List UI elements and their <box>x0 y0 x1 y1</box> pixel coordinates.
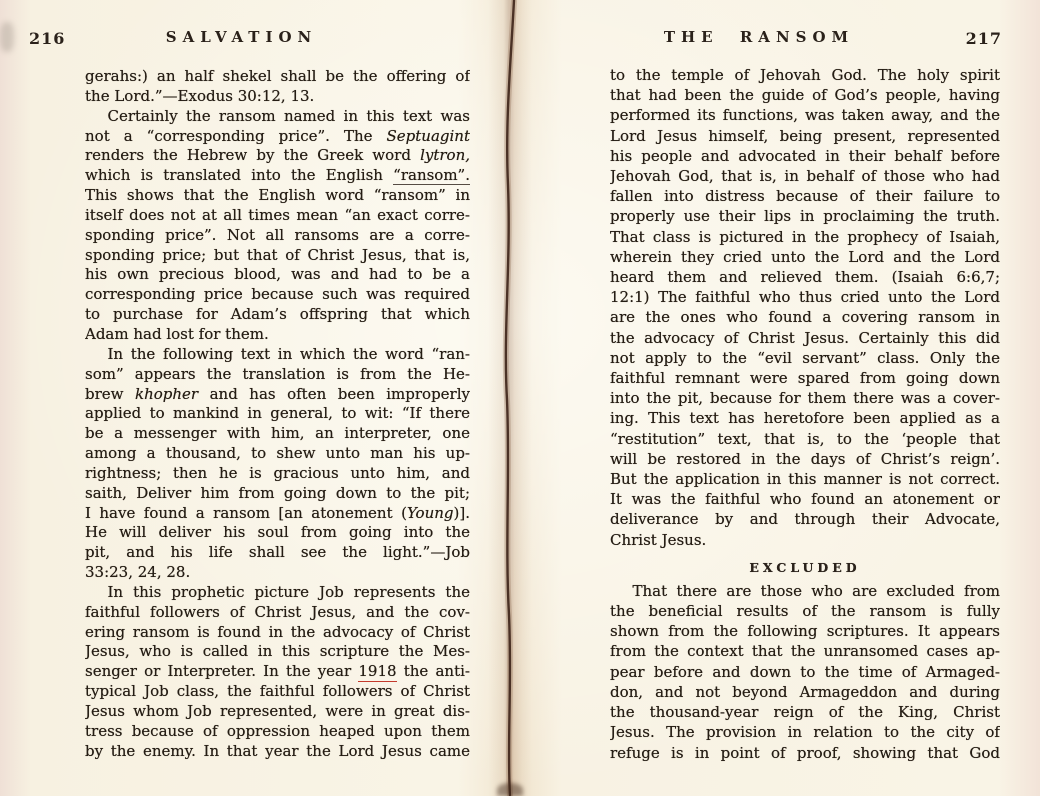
text-segment: In this prophetic picture Job represents the <box>107 582 470 601</box>
text-segment: wherein they cried unto the Lord and the Lord <box>610 247 1000 266</box>
text-line <box>85 67 470 87</box>
text-segment: pear before and down to the time of Armaged- <box>610 662 1000 681</box>
text-segment: by the enemy. <box>85 741 204 760</box>
text-segment: from the context that the unransomed cases ap- <box>610 642 1000 661</box>
text-line <box>85 682 470 702</box>
text-segment: gerahs:) an half shekel shall be the offering of <box>85 67 470 85</box>
text-line <box>610 702 1000 722</box>
text-segment: That class is pictured in the prophecy of Isaiah, <box>610 227 1000 246</box>
text-line <box>85 504 470 524</box>
text-segment: which is translated into the English <box>85 166 394 185</box>
text-segment: “restitution” text, that is, to the ‘people that <box>610 429 1000 448</box>
text-line <box>85 464 470 484</box>
text-line <box>85 702 470 722</box>
text-line <box>610 85 1000 105</box>
scan-smudge <box>0 22 14 52</box>
text-segment: shown from the following scriptures. It appears <box>610 622 1000 641</box>
text-line <box>85 444 470 464</box>
text-segment: He will deliver his soul from going into the <box>85 523 470 542</box>
text-segment: This shows that the English word “ransom” in <box>85 186 470 205</box>
scan-smudge-bottom <box>497 783 523 796</box>
text-line <box>85 206 470 226</box>
text-segment: among a thousand, to shew unto man his up- <box>85 444 470 463</box>
text-line <box>85 623 470 643</box>
text-segment: the Lord.”—Exodus 30:12, 13. <box>85 86 315 105</box>
running-head-left: SALVATION <box>165 28 318 46</box>
red-underlined-text <box>610 86 1000 105</box>
running-head-right: THE RANSOM <box>663 28 855 46</box>
text-line <box>610 722 1000 742</box>
text-line <box>610 509 1000 529</box>
text-segment: corresponding price because such was required <box>85 285 470 304</box>
text-line <box>85 385 470 405</box>
text-segment: and has often been improperly <box>198 384 470 403</box>
text-segment: heard them and relieved them. (Isaiah 6:6,7; <box>610 268 1000 287</box>
text-line <box>610 328 1000 348</box>
text-segment: and the <box>933 106 1000 125</box>
text-segment: the anti- <box>396 662 470 681</box>
text-line <box>610 105 1000 125</box>
text-line <box>610 186 1000 206</box>
italic-text: Young <box>406 503 454 522</box>
text-segment: sponding price”. Not all ransoms are a corre- <box>85 225 470 244</box>
text-segment: itself does not at all times mean “an exact corre- <box>85 205 470 224</box>
text-line <box>610 621 1000 641</box>
text-line <box>85 424 470 444</box>
text-line <box>85 226 470 246</box>
text-segment: be a messenger with him, an interpreter, one <box>85 424 470 443</box>
text-segment: ing. This text has heretofore been applied as a <box>610 409 1000 428</box>
text-segment: Jesus. The provision in relation to the city of <box>610 723 1000 742</box>
text-line <box>85 603 470 623</box>
text-line <box>610 641 1000 661</box>
text-line <box>85 166 470 186</box>
text-line <box>85 246 470 266</box>
text-segment: not apply to the “evil servant” class. Only the <box>610 348 1000 367</box>
text-segment: refuge is in point of proof, showing that God <box>610 743 1000 762</box>
red-underlined-text <box>610 66 1000 85</box>
text-line <box>610 408 1000 428</box>
text-line <box>85 583 470 603</box>
text-segment: I have found a ransom [an atonement ( <box>85 503 407 522</box>
text-line <box>610 348 1000 368</box>
text-segment: saith, Deliver him from going down to the pit; <box>85 483 470 502</box>
page-left-body <box>85 67 470 762</box>
text-line <box>610 65 1000 85</box>
text-segment: )]. <box>453 503 470 522</box>
text-line <box>85 662 470 682</box>
text-line <box>610 247 1000 267</box>
text-line <box>610 388 1000 408</box>
underlined-text: “ransom”. <box>393 166 470 185</box>
text-line <box>610 206 1000 226</box>
italic-text: lytron, <box>420 146 470 165</box>
text-line <box>85 305 470 325</box>
text-segment: into the pit, because for them there was a cover- <box>610 389 1000 408</box>
text-line <box>85 127 470 147</box>
text-segment: that had been the guide of God’s people, having <box>610 86 1000 105</box>
section-heading: EXCLUDED <box>749 559 861 575</box>
text-line <box>610 227 1000 247</box>
page-gutter-shadow <box>488 0 532 796</box>
text-segment: are the ones who found a covering ransom in <box>610 308 1000 327</box>
text-line <box>610 662 1000 682</box>
page-right-body <box>610 65 1000 763</box>
text-segment: Christ Jesus. <box>610 530 707 549</box>
red-underlined-text: In that year the Lord Jesus came <box>204 742 470 762</box>
text-line <box>85 404 470 424</box>
text-line <box>610 743 1000 763</box>
text-segment: brew <box>85 384 135 403</box>
text-line <box>85 325 470 345</box>
text-segment: to purchase for Adam’s offspring that which <box>85 305 470 324</box>
text-line <box>85 186 470 206</box>
text-segment: typical Job class, the faithful followers of Christ <box>85 682 470 701</box>
text-line <box>610 489 1000 509</box>
text-segment: pit, and his life shall see the light.”—Job <box>85 543 470 562</box>
text-segment: to the temple of Jehovah God. The holy spirit <box>610 66 1000 84</box>
text-segment: sponding price; but that of Christ Jesus, that is, <box>85 245 470 264</box>
text-segment: Adam had lost for them. <box>85 324 269 343</box>
text-segment: senger or Interpreter. In the year <box>85 662 359 681</box>
text-segment: som” appears the translation is from the He- <box>85 364 470 383</box>
text-line <box>85 543 470 563</box>
text-line <box>85 87 470 107</box>
text-line <box>85 365 470 385</box>
text-segment: That there are those who are excluded from <box>632 581 1000 600</box>
text-segment: tress because of oppression heaped upon them <box>85 721 470 740</box>
text-segment: will be restored in the days of Christ’s reign’. <box>610 449 1000 468</box>
italic-text: khopher <box>135 384 199 403</box>
text-segment: rightness; then he is gracious unto him, and <box>85 463 470 482</box>
text-line <box>610 449 1000 469</box>
text-line <box>610 429 1000 449</box>
text-line <box>610 267 1000 287</box>
text-segment: applied to mankind in general, to wit: “If there <box>85 404 470 423</box>
text-line <box>610 530 1000 550</box>
text-line <box>610 368 1000 388</box>
text-line <box>85 722 470 742</box>
text-segment: faithful remnant were spared from going down <box>610 369 1000 388</box>
text-segment: It was the faithful who found an atonement or <box>610 490 1000 509</box>
text-line <box>610 287 1000 307</box>
text-segment: properly use their lips in proclaiming the truth. <box>610 207 1000 226</box>
text-segment: Jesus whom Job represented, were in great dis- <box>85 702 470 720</box>
text-segment: In the following text in which the word “ran- <box>107 344 470 363</box>
text-line <box>610 166 1000 186</box>
text-segment: not a “corresponding price”. The <box>85 126 387 145</box>
text-segment: his people and advocated in their behalf before <box>610 146 1000 165</box>
text-segment: his own precious blood, was and had to be a <box>85 265 470 284</box>
text-segment: Certainly the ransom named in this text was <box>107 106 470 125</box>
text-segment: don, and not beyond Armageddon and during <box>610 682 1000 701</box>
italic-text: Septuagint <box>386 126 470 145</box>
text-segment: deliverance by and through their Advocate, <box>610 510 1000 529</box>
text-line <box>85 285 470 305</box>
text-segment: the beneficial results of the ransom is fully <box>610 602 1000 621</box>
text-line <box>610 682 1000 702</box>
text-segment: Jesus, who is called in this scripture the Mes- <box>85 642 470 661</box>
text-segment: the advocacy of Christ Jesus. Certainly this did <box>610 328 1000 347</box>
text-line <box>85 345 470 365</box>
page-number-right: 217 <box>965 29 1002 48</box>
text-line <box>610 469 1000 489</box>
text-line <box>610 601 1000 621</box>
text-line <box>610 307 1000 327</box>
text-line <box>85 484 470 504</box>
text-line <box>85 265 470 285</box>
text-line <box>85 107 470 127</box>
text-segment: ering ransom is found in the advocacy of Christ <box>85 622 470 641</box>
text-line <box>85 523 470 543</box>
red-underlined-text: 1918 <box>358 662 396 682</box>
text-line <box>85 146 470 166</box>
text-segment: faithful followers of Christ Jesus, and the cov- <box>85 602 470 621</box>
text-line <box>610 581 1000 601</box>
text-line <box>85 563 470 583</box>
text-segment: 12:1) The faithful who thus cried unto the Lord <box>610 288 1000 307</box>
text-line <box>610 126 1000 146</box>
text-segment: 33:23, 24, 28. <box>85 563 191 582</box>
text-segment: Lord Jesus himself, being present, represented <box>610 126 1000 145</box>
red-underlined-text: performed its functions, was taken away, <box>610 106 933 125</box>
text-segment: But the application in this manner is not correct. <box>610 470 1000 489</box>
text-line <box>85 742 470 762</box>
text-segment: Jehovah God, that is, in behalf of those who had <box>610 167 1000 186</box>
text-segment: the thousand-year reign of the King, Christ <box>610 703 1000 722</box>
page-number-left: 216 <box>29 29 66 48</box>
text-segment: renders the Hebrew by the Greek word <box>85 146 421 165</box>
text-line <box>610 146 1000 166</box>
text-line <box>85 642 470 662</box>
text-segment: fallen into distress because of their failure to <box>610 187 1000 206</box>
